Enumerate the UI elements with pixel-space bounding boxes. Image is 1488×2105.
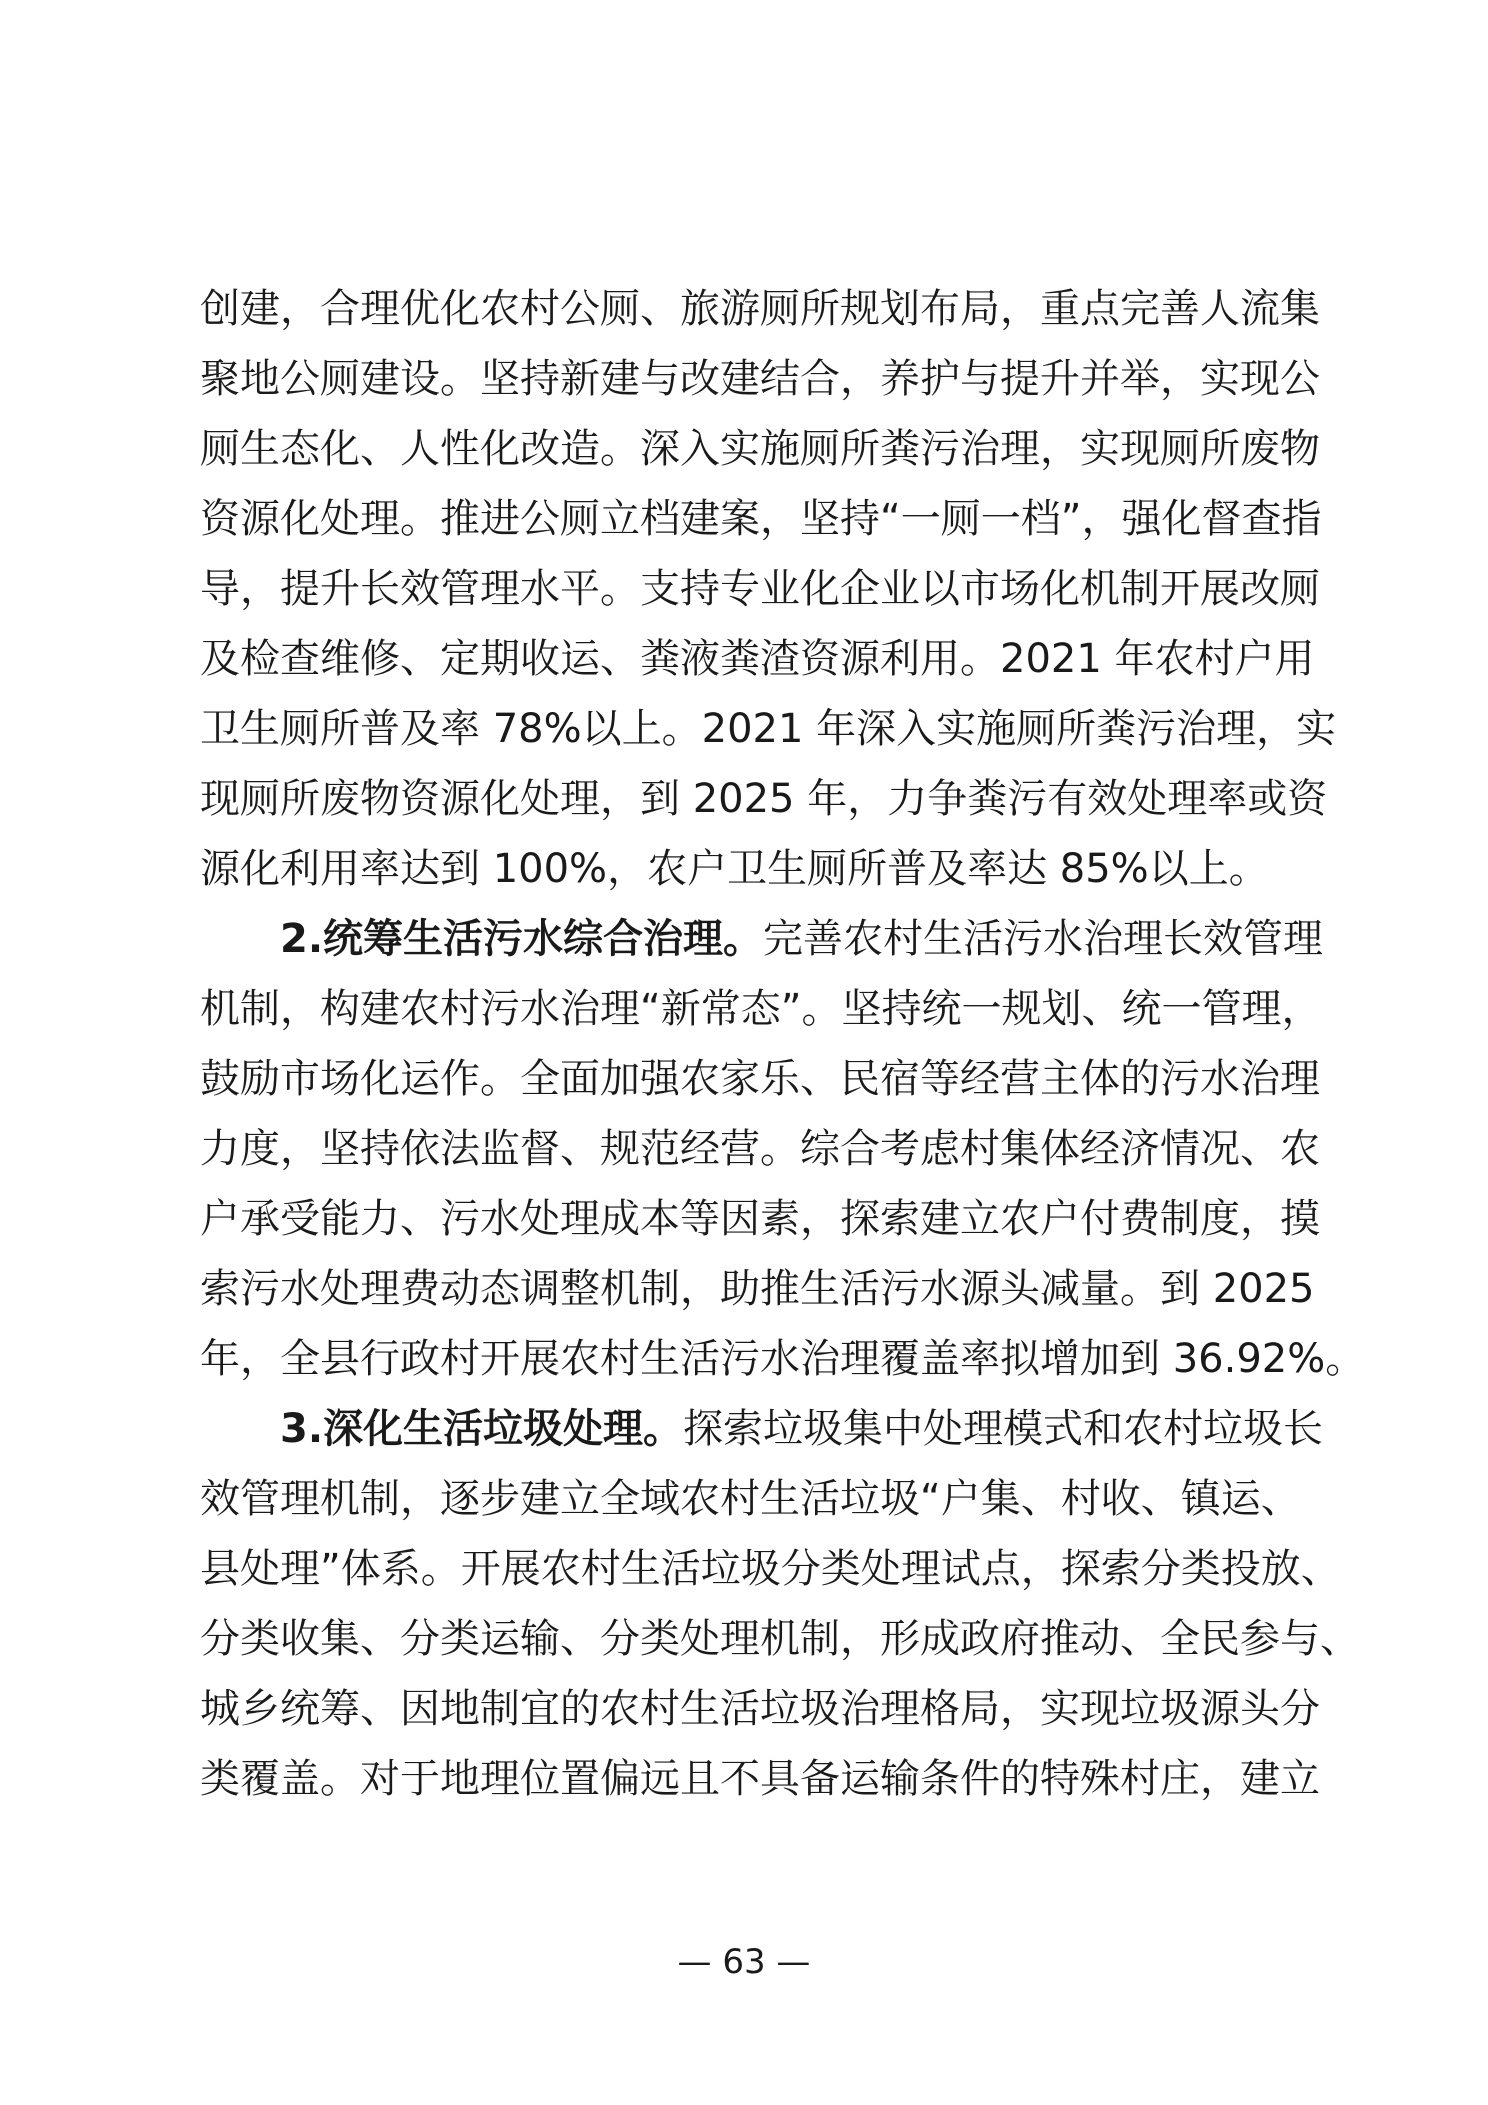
page-body [200, 274, 1366, 1814]
section-heading: 2.统筹生活污水综合治理。 [280, 916, 764, 962]
text-run: 探索垃圾集中处理模式和农村垃圾长 [683, 1406, 1324, 1452]
text-line: 厕生态化、人性化改造。深入实施厕所粪污治理，实现厕所废物 [200, 426, 1320, 472]
paragraph-first-line [200, 1394, 1324, 1464]
text-line: 效管理机制，逐步建立全域农村生活垃圾“户集、村收、镇运、 [200, 1476, 1301, 1522]
paragraph-toilet [200, 274, 1337, 904]
page-number: — 63 — [677, 1942, 811, 1982]
text-run: 完善农村生活污水治理长效管理 [763, 916, 1324, 962]
text-line: 城乡统筹、因地制宜的农村生活垃圾治理格局，实现垃圾源头分 [200, 1686, 1320, 1732]
text-line: 源化利用率达到 100%，农户卫生厕所普及率达 85%以上。 [200, 846, 1269, 892]
text-line: 导，提升长效管理水平。支持专业化企业以市场化机制开展改厕 [200, 566, 1320, 612]
text-line: 及检查维修、定期收运、粪液粪渣资源利用。2021 年农村户用 [200, 636, 1315, 682]
paragraph-sewage [200, 904, 1366, 1394]
text-line: 索污水处理费动态调整机制，助推生活污水源头减量。到 2025 [200, 1266, 1315, 1312]
text-line: 年，全县行政村开展农村生活污水治理覆盖率拟增加到 36.92%。 [200, 1336, 1366, 1382]
paragraph-garbage [200, 1394, 1360, 1814]
paragraph-first-line [200, 904, 1324, 974]
text-line: 聚地公厕建设。坚持新建与改建结合，养护与提升并举，实现公 [200, 356, 1320, 402]
text-line: 县处理”体系。开展农村生活垃圾分类处理试点，探索分类投放、 [200, 1546, 1341, 1592]
text-line: 分类收集、分类运输、分类处理机制，形成政府推动、全民参与、 [200, 1616, 1360, 1662]
text-line: 户承受能力、污水处理成本等因素，探索建立农户付费制度，摸 [200, 1196, 1320, 1242]
text-line: 机制，构建农村污水治理“新常态”。坚持统一规划、统一管理， [200, 986, 1322, 1032]
text-line: 现厕所废物资源化处理，到 2025 年，力争粪污有效处理率或资 [200, 776, 1328, 822]
text-line: 类覆盖。对于地理位置偏远且不具备运输条件的特殊村庄，建立 [200, 1756, 1320, 1802]
text-line: 力度，坚持依法监督、规范经营。综合考虑村集体经济情况、农 [200, 1126, 1320, 1172]
text-line: 卫生厕所普及率 78%以上。2021 年深入实施厕所粪污治理，实 [200, 706, 1337, 752]
section-heading: 3.深化生活垃圾处理。 [280, 1406, 684, 1452]
text-line: 鼓励市场化运作。全面加强农家乐、民宿等经营主体的污水治理 [200, 1056, 1320, 1102]
text-line: 创建，合理优化农村公厕、旅游厕所规划布局，重点完善人流集 [200, 286, 1320, 332]
text-line: 资源化处理。推进公厕立档建案，坚持“一厕一档”，强化督查指 [200, 496, 1322, 542]
